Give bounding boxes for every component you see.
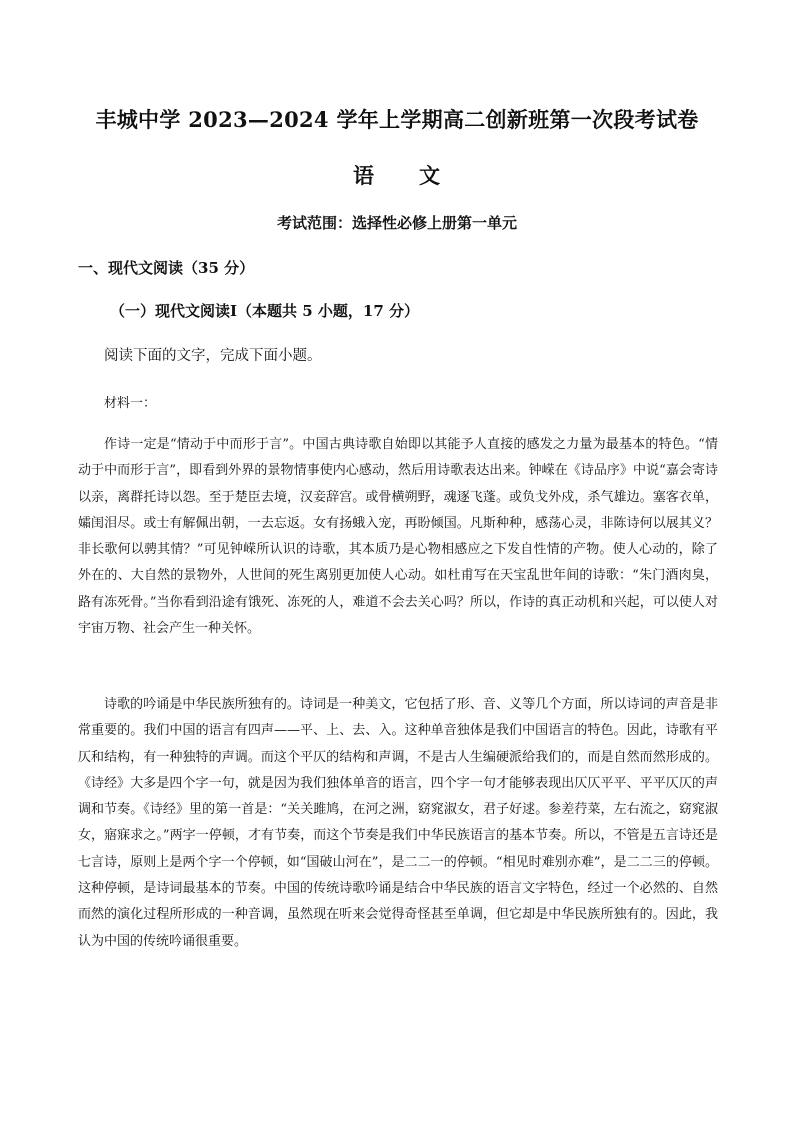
material-label: 材料一： [104,396,157,411]
exam-title: 丰城中学 2023—2024 学年上学期高二创新班第一次段考试卷 [95,107,699,132]
body-paragraph: 诗歌的吟诵是中华民族所独有的。诗词是一种美文，它包括了形、音、义等几个方面，所以诗词的声音是非常重要的。我们中国的语言有四声——平、上、去、入。这种单音独体是我们中国语言的特色。因此，诗歌有平仄和结构，有一种独特的声调。而这个平仄的结构和声调，不是古人生编硬派给我们的，而是自然而然形成的。《诗经》大多是四个字一句，就是因为我们独体单音的语言，四个字一句才能够表现出仄仄平平、平平仄仄的声调和节奏。《诗经》里的第一首是：“关关雎鸠，在河之洲，窈窕淑女，君子好逑。参差荇菜，左右流之，窈窕淑女，寤寐求之。”两字一停顿，才有节奏，而这个节奏是我们中华民族语言的基本节奏。所以，不管是五言诗还是七言诗，原则上是两个字一个停顿，如“国破山河在”，是二二一的停顿。“相见时难别亦难”，是二二三的停顿。这种停顿，是诗词最基本的节奏。中国的传统诗歌吟诵是结合中华民族的语言文字特色，经过一个必然的、自然而然的演化过程所形成的一种音调，虽然现在听来会觉得奇怪甚至单调，但它却是中华民族所独有的。因此，我认为中国的传统吟诵很重要。 [78,697,718,949]
subject-heading: 语 文 [353,163,441,188]
subsection-heading: （一）现代文阅读Ⅰ（本题共 5 小题，17 分） [110,302,419,320]
section-heading: 一、现代文阅读（35 分） [78,259,255,277]
reading-instruction: 阅读下面的文字，完成下面小题。 [104,348,322,364]
exam-scope: 考试范围：选择性必修上册第一单元 [276,214,517,232]
body-paragraph: 作诗一定是“情动于中而形于言”。中国古典诗歌自始即以其能予人直接的感发之力量为最基本的特色。“情动于中而形于言”，即看到外界的景物情事使内心感动，然后用诗歌表达出来。钟嵘在《诗品序》中说“嘉会寄诗以亲，离群托诗以怨。至于楚臣去境，汉妾辞宫。或骨横朔野，魂逐飞蓬。或负戈外戍，杀气雄边。塞客衣单，孀闺泪尽。或士有解佩出朝，一去忘返。女有扬蛾入宠，再盼倾国。凡斯种种，感荡心灵，非陈诗何以展其义？非长歌何以骋其情？”可见钟嵘所认识的诗歌，其本质乃是心物相感应之下发自性情的产物。使人心动的，除了外在的、大自然的景物外，人世间的死生离别更加使人心动。如杜甫写在天宝乱世年间的诗歌：“朱门酒肉臭，路有冻死骨。”当你看到沿途有饿死、冻死的人，难道不会去关心吗？所以，作诗的真正动机和兴起，可以使人对宇宙万物、社会产生一种关怀。 [78,437,718,637]
